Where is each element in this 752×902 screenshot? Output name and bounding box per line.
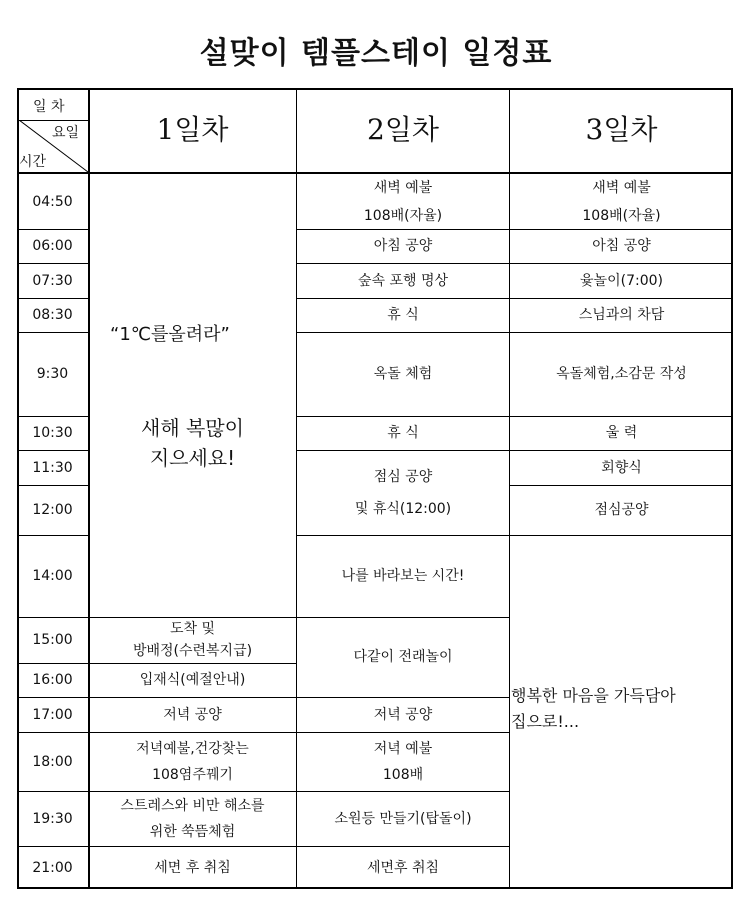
day1-message-1: “1℃를올려라”	[110, 324, 230, 345]
time-label: 12:00	[32, 502, 73, 518]
corner-time-label: 시간	[19, 154, 47, 170]
day1-stress-line1: 스트레스와 비만 해소를	[120, 797, 265, 814]
day3-dawn-line2: 108배(자율)	[582, 207, 661, 224]
time-label: 17:00	[32, 706, 73, 723]
day2-lunch	[297, 450, 509, 535]
page-title: 설맞이 템플스테이 일정표	[199, 36, 553, 71]
day2-breakfast: 아침 공양	[373, 238, 433, 254]
day1-message-2	[89, 410, 296, 476]
day2-stone: 옥돌 체험	[373, 366, 433, 382]
day1-arrival	[89, 617, 296, 663]
day2-sleep: 세면후 취침	[366, 859, 440, 876]
day2-dinner: 저녁 공양	[373, 706, 433, 723]
day1-stress	[89, 791, 296, 846]
corner-day-label: 일 차	[33, 99, 65, 115]
day1-evening-line1: 저녁예불,건강찾는	[136, 740, 249, 757]
day3-stone: 옥돌체험,소감문 작성	[556, 366, 687, 382]
day3-yut: 윷놀이(7:00)	[580, 272, 663, 289]
time-label: 14:00	[32, 568, 73, 584]
day3-lunch: 점심공양	[594, 502, 649, 518]
day2-rest2: 휴 식	[387, 425, 419, 441]
day1-entrance: 입재식(예절안내)	[139, 672, 246, 688]
day3-tea: 스님과의 차담	[578, 307, 665, 323]
day1-stress-line2: 위한 쑥뜸체험	[149, 823, 236, 840]
day1-header: 1일차	[156, 113, 229, 146]
time-label: 21:00	[32, 859, 73, 876]
day2-lunch-line1: 점심 공양	[373, 468, 433, 485]
time-label: 08:30	[32, 307, 73, 323]
day2-games: 다같이 전래놀이	[353, 649, 453, 665]
time-label: 04:50	[32, 193, 73, 210]
day1-evening-line2: 108염주꿰기	[152, 766, 233, 783]
day2-forest: 숲속 포행 명상	[357, 272, 449, 289]
day3-header: 3일차	[585, 113, 658, 146]
day1-dinner: 저녁 공양	[163, 706, 222, 723]
day3-closing: 회향식	[601, 459, 642, 476]
day3-breakfast: 아침 공양	[592, 238, 651, 254]
day1-arrival-line2: 방배정(수련복지급)	[132, 643, 253, 659]
time-label: 11:30	[32, 459, 73, 476]
day3-dawn-line1: 새벽 예불	[592, 179, 651, 196]
time-label: 16:00	[32, 672, 73, 688]
time-label: 07:30	[32, 272, 73, 289]
time-label: 19:30	[32, 810, 73, 827]
day2-dawn-line1: 새벽 예불	[373, 179, 433, 196]
time-label: 15:00	[32, 632, 73, 648]
day2-rest1: 휴 식	[387, 307, 419, 323]
day3-ullyeok: 울 력	[605, 425, 638, 441]
day2-evening	[297, 732, 509, 791]
day3-line	[510, 535, 733, 536]
corner-divider	[19, 120, 89, 121]
day2-lantern: 소원등 만들기(탑돌이)	[334, 810, 472, 827]
corner-weekday-label: 요일	[52, 125, 80, 141]
day1-message-2-line2: 지으세요!	[149, 446, 236, 470]
day2-evening-line1: 저녁 예불	[373, 740, 433, 757]
day2-dawn-line2: 108배(자율)	[363, 207, 443, 224]
time-label: 9:30	[36, 366, 69, 382]
time-label: 06:00	[32, 238, 73, 254]
day2-self-time: 나를 바라보는 시간!	[341, 568, 465, 584]
time-label: 18:00	[32, 753, 73, 770]
day2-lunch-line2: 및 휴식(12:00)	[354, 500, 452, 517]
day1-evening	[89, 732, 296, 791]
day2-evening-line2: 108배	[382, 766, 424, 783]
day1-message-2-line1: 새해 복많이	[141, 416, 244, 440]
day1-arrival-line1: 도착 및	[169, 621, 216, 637]
day3-farewell	[511, 683, 733, 735]
time-label: 10:30	[32, 425, 73, 441]
day3-farewell-line1: 행복한 마음을 가득담아	[511, 686, 676, 705]
day3-farewell-line2: 집으로!...	[511, 712, 580, 731]
day1-sleep: 세면 후 취침	[154, 859, 231, 876]
day2-dawn	[297, 174, 509, 229]
day3-dawn	[510, 174, 733, 229]
day2-header: 2일차	[367, 113, 439, 146]
